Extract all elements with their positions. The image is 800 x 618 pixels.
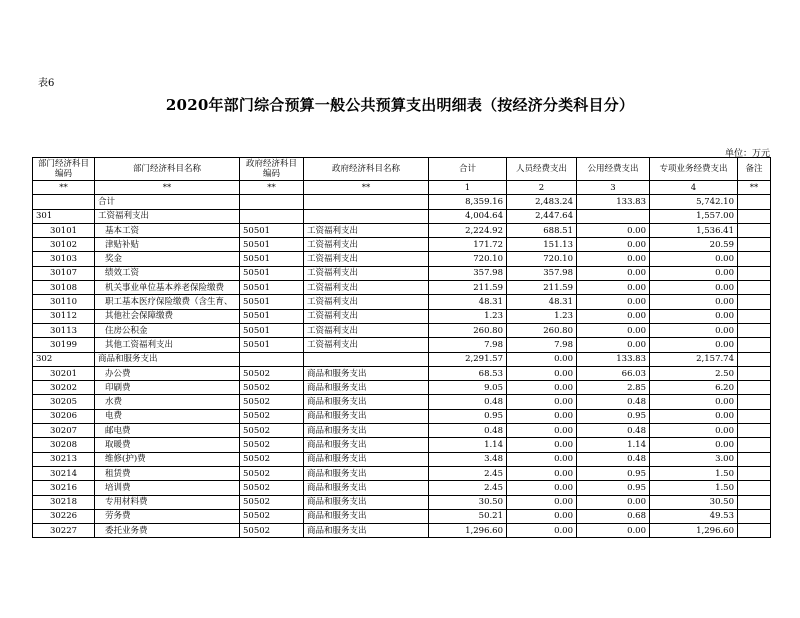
cell-dept-name: 委托业务费 xyxy=(95,524,240,538)
cell-special: 0.00 xyxy=(650,295,738,309)
cell-personnel: 260.80 xyxy=(507,323,577,337)
cell-total: 3.48 xyxy=(429,452,507,466)
cell-special: 1.50 xyxy=(650,466,738,480)
index-row xyxy=(33,181,771,195)
cell-dept-code: 30107 xyxy=(33,266,95,280)
cell-personnel: 151.13 xyxy=(507,238,577,252)
cell-special: 0.00 xyxy=(650,281,738,295)
cell-gov-code: 50502 xyxy=(240,452,304,466)
cell-public: 0.00 xyxy=(577,323,650,337)
cell-gov-code: 50502 xyxy=(240,366,304,380)
cell-total: 48.31 xyxy=(429,295,507,309)
cell-personnel: 0.00 xyxy=(507,424,577,438)
table-row xyxy=(33,495,771,509)
cell-dept-code: 30101 xyxy=(33,223,95,237)
cell-total: 2.45 xyxy=(429,481,507,495)
cell-personnel: 0.00 xyxy=(507,395,577,409)
table-row xyxy=(33,524,771,538)
cell-special: 0.00 xyxy=(650,309,738,323)
cell-dept-name: 邮电费 xyxy=(95,424,240,438)
cell-personnel: 2,447.64 xyxy=(507,209,577,223)
cell-personnel: 0.00 xyxy=(507,381,577,395)
cell-total: 2,291.57 xyxy=(429,352,507,366)
header-remarks: 备注 xyxy=(738,158,771,181)
cell-personnel: 1.23 xyxy=(507,309,577,323)
cell-dept-code: 30108 xyxy=(33,281,95,295)
index-cell: 1 xyxy=(429,181,507,195)
index-cell: ** xyxy=(95,181,240,195)
cell-remarks xyxy=(738,309,771,323)
table-row xyxy=(33,252,771,266)
table-row xyxy=(33,195,771,209)
cell-total: 0.95 xyxy=(429,409,507,423)
cell-dept-name: 培训费 xyxy=(95,481,240,495)
cell-dept-name: 合计 xyxy=(95,195,240,209)
cell-personnel: 0.00 xyxy=(507,452,577,466)
cell-dept-name: 工资福利支出 xyxy=(95,209,240,223)
cell-gov-code: 50502 xyxy=(240,409,304,423)
cell-public: 0.00 xyxy=(577,309,650,323)
cell-special: 0.00 xyxy=(650,409,738,423)
cell-gov-name: 工资福利支出 xyxy=(304,266,429,280)
cell-remarks xyxy=(738,352,771,366)
cell-dept-code: 30207 xyxy=(33,424,95,438)
header-row xyxy=(33,158,771,181)
cell-gov-name: 商品和服务支出 xyxy=(304,366,429,380)
cell-remarks xyxy=(738,323,771,337)
cell-dept-code: 30216 xyxy=(33,481,95,495)
cell-special: 1,536.41 xyxy=(650,223,738,237)
cell-gov-name: 商品和服务支出 xyxy=(304,495,429,509)
cell-total: 4,004.64 xyxy=(429,209,507,223)
cell-dept-code: 30199 xyxy=(33,338,95,352)
cell-remarks xyxy=(738,424,771,438)
budget-table xyxy=(32,157,771,538)
cell-public: 2.85 xyxy=(577,381,650,395)
header-public: 公用经费支出 xyxy=(577,158,650,181)
cell-gov-name xyxy=(304,352,429,366)
cell-gov-code xyxy=(240,195,304,209)
cell-gov-code: 50502 xyxy=(240,466,304,480)
table-row xyxy=(33,281,771,295)
cell-dept-name: 其他社会保障缴费 xyxy=(95,309,240,323)
cell-gov-name: 商品和服务支出 xyxy=(304,466,429,480)
cell-total: 9.05 xyxy=(429,381,507,395)
cell-public: 0.00 xyxy=(577,238,650,252)
cell-personnel: 2,483.24 xyxy=(507,195,577,209)
cell-dept-code: 30202 xyxy=(33,381,95,395)
cell-gov-name: 商品和服务支出 xyxy=(304,424,429,438)
cell-dept-name: 住房公积金 xyxy=(95,323,240,337)
cell-gov-code: 50501 xyxy=(240,238,304,252)
cell-total: 260.80 xyxy=(429,323,507,337)
cell-dept-name: 机关事业单位基本养老保险缴费 xyxy=(95,281,240,295)
cell-total: 0.48 xyxy=(429,424,507,438)
cell-total: 211.59 xyxy=(429,281,507,295)
cell-special: 5,742.10 xyxy=(650,195,738,209)
cell-gov-code xyxy=(240,352,304,366)
cell-remarks xyxy=(738,266,771,280)
cell-public: 0.00 xyxy=(577,495,650,509)
cell-gov-name xyxy=(304,209,429,223)
cell-dept-code: 30201 xyxy=(33,366,95,380)
cell-personnel: 0.00 xyxy=(507,466,577,480)
cell-gov-code: 50502 xyxy=(240,509,304,523)
index-cell: 2 xyxy=(507,181,577,195)
cell-remarks xyxy=(738,295,771,309)
cell-remarks xyxy=(738,223,771,237)
cell-total: 2.45 xyxy=(429,466,507,480)
cell-total: 68.53 xyxy=(429,366,507,380)
cell-public xyxy=(577,209,650,223)
cell-dept-name: 商品和服务支出 xyxy=(95,352,240,366)
cell-total: 1.23 xyxy=(429,309,507,323)
cell-gov-name: 工资福利支出 xyxy=(304,252,429,266)
cell-dept-name: 取暖费 xyxy=(95,438,240,452)
cell-public: 0.00 xyxy=(577,281,650,295)
cell-special: 0.00 xyxy=(650,438,738,452)
cell-dept-code: 30112 xyxy=(33,309,95,323)
cell-remarks xyxy=(738,481,771,495)
cell-dept-name: 专用材料费 xyxy=(95,495,240,509)
table-row xyxy=(33,352,771,366)
cell-total: 357.98 xyxy=(429,266,507,280)
cell-total: 7.98 xyxy=(429,338,507,352)
table-row xyxy=(33,509,771,523)
cell-remarks xyxy=(738,209,771,223)
cell-gov-name: 工资福利支出 xyxy=(304,323,429,337)
cell-gov-name: 商品和服务支出 xyxy=(304,438,429,452)
cell-dept-code: 30110 xyxy=(33,295,95,309)
cell-public: 0.00 xyxy=(577,266,650,280)
unit-label: 单位：万元 xyxy=(724,149,770,159)
cell-dept-code: 30214 xyxy=(33,466,95,480)
cell-personnel: 0.00 xyxy=(507,524,577,538)
table-row xyxy=(33,238,771,252)
cell-public: 0.48 xyxy=(577,452,650,466)
cell-personnel: 688.51 xyxy=(507,223,577,237)
table-row xyxy=(33,438,771,452)
sheet-label: 表6 xyxy=(38,78,55,89)
cell-dept-code: 30205 xyxy=(33,395,95,409)
cell-remarks xyxy=(738,381,771,395)
cell-dept-name: 办公费 xyxy=(95,366,240,380)
cell-dept-name: 租赁费 xyxy=(95,466,240,480)
cell-total: 2,224.92 xyxy=(429,223,507,237)
index-cell: ** xyxy=(304,181,429,195)
cell-remarks xyxy=(738,195,771,209)
cell-gov-name: 商品和服务支出 xyxy=(304,524,429,538)
cell-gov-code: 50502 xyxy=(240,424,304,438)
cell-remarks xyxy=(738,281,771,295)
cell-special: 0.00 xyxy=(650,266,738,280)
cell-special: 0.00 xyxy=(650,338,738,352)
cell-special: 0.00 xyxy=(650,395,738,409)
cell-dept-name: 水费 xyxy=(95,395,240,409)
cell-gov-name: 工资福利支出 xyxy=(304,309,429,323)
cell-remarks xyxy=(738,238,771,252)
cell-dept-code: 30213 xyxy=(33,452,95,466)
table-body xyxy=(33,195,771,538)
cell-public: 1.14 xyxy=(577,438,650,452)
cell-gov-code xyxy=(240,209,304,223)
index-cell: ** xyxy=(240,181,304,195)
cell-dept-name: 职工基本医疗保险缴费（含生育、 xyxy=(95,295,240,309)
cell-dept-code: 30226 xyxy=(33,509,95,523)
cell-personnel: 7.98 xyxy=(507,338,577,352)
table-row xyxy=(33,424,771,438)
cell-gov-code: 50501 xyxy=(240,338,304,352)
cell-total: 30.50 xyxy=(429,495,507,509)
cell-special: 30.50 xyxy=(650,495,738,509)
cell-remarks xyxy=(738,338,771,352)
cell-special: 1.50 xyxy=(650,481,738,495)
cell-gov-code: 50501 xyxy=(240,309,304,323)
cell-total: 171.72 xyxy=(429,238,507,252)
cell-remarks xyxy=(738,509,771,523)
cell-special: 6.20 xyxy=(650,381,738,395)
cell-dept-code: 30113 xyxy=(33,323,95,337)
cell-special: 2,157.74 xyxy=(650,352,738,366)
cell-dept-name: 印刷费 xyxy=(95,381,240,395)
cell-gov-code: 50502 xyxy=(240,524,304,538)
cell-special: 1,296.60 xyxy=(650,524,738,538)
cell-special: 3.00 xyxy=(650,452,738,466)
page-title: 2020年部门综合预算一般公共预算支出明细表（按经济分类科目分） xyxy=(165,96,635,114)
cell-total: 50.21 xyxy=(429,509,507,523)
cell-special: 20.59 xyxy=(650,238,738,252)
cell-public: 0.00 xyxy=(577,223,650,237)
header-dept-code: 部门经济科目编码 xyxy=(33,158,95,181)
cell-public: 0.48 xyxy=(577,395,650,409)
cell-public: 0.95 xyxy=(577,466,650,480)
table-row xyxy=(33,409,771,423)
cell-gov-name: 商品和服务支出 xyxy=(304,381,429,395)
cell-public: 0.00 xyxy=(577,338,650,352)
cell-public: 0.00 xyxy=(577,295,650,309)
cell-dept-name: 劳务费 xyxy=(95,509,240,523)
cell-personnel: 0.00 xyxy=(507,438,577,452)
cell-dept-code: 301 xyxy=(33,209,95,223)
cell-public: 0.48 xyxy=(577,424,650,438)
cell-public: 133.83 xyxy=(577,195,650,209)
cell-gov-code: 50501 xyxy=(240,281,304,295)
header-special: 专项业务经费支出 xyxy=(650,158,738,181)
cell-public: 0.00 xyxy=(577,252,650,266)
table-row xyxy=(33,266,771,280)
cell-public: 66.03 xyxy=(577,366,650,380)
cell-gov-code: 50502 xyxy=(240,395,304,409)
cell-public: 0.95 xyxy=(577,409,650,423)
cell-gov-code: 50501 xyxy=(240,252,304,266)
cell-total: 0.48 xyxy=(429,395,507,409)
cell-gov-name: 工资福利支出 xyxy=(304,238,429,252)
cell-gov-name: 工资福利支出 xyxy=(304,281,429,295)
cell-gov-code: 50502 xyxy=(240,481,304,495)
header-gov-code: 政府经济科目编码 xyxy=(240,158,304,181)
cell-dept-code: 30206 xyxy=(33,409,95,423)
cell-dept-name: 基本工资 xyxy=(95,223,240,237)
cell-total: 8,359.16 xyxy=(429,195,507,209)
table-row xyxy=(33,466,771,480)
index-cell: ** xyxy=(33,181,95,195)
index-cell: 4 xyxy=(650,181,738,195)
cell-gov-name: 商品和服务支出 xyxy=(304,509,429,523)
table-row xyxy=(33,223,771,237)
cell-gov-code: 50501 xyxy=(240,266,304,280)
table-row xyxy=(33,395,771,409)
cell-gov-name xyxy=(304,195,429,209)
cell-remarks xyxy=(738,252,771,266)
cell-personnel: 48.31 xyxy=(507,295,577,309)
cell-public: 133.83 xyxy=(577,352,650,366)
cell-remarks xyxy=(738,438,771,452)
table-row xyxy=(33,452,771,466)
cell-total: 1,296.60 xyxy=(429,524,507,538)
cell-dept-code: 30227 xyxy=(33,524,95,538)
cell-gov-code: 50502 xyxy=(240,495,304,509)
cell-personnel: 0.00 xyxy=(507,366,577,380)
table-row xyxy=(33,481,771,495)
cell-gov-code: 50502 xyxy=(240,381,304,395)
cell-dept-code xyxy=(33,195,95,209)
table-row xyxy=(33,295,771,309)
header-personnel: 人员经费支出 xyxy=(507,158,577,181)
cell-dept-code: 30218 xyxy=(33,495,95,509)
cell-dept-code: 302 xyxy=(33,352,95,366)
cell-remarks xyxy=(738,495,771,509)
cell-dept-name: 其他工资福利支出 xyxy=(95,338,240,352)
cell-gov-name: 商品和服务支出 xyxy=(304,452,429,466)
table-row xyxy=(33,209,771,223)
cell-personnel: 0.00 xyxy=(507,352,577,366)
cell-remarks xyxy=(738,366,771,380)
cell-remarks xyxy=(738,452,771,466)
cell-personnel: 357.98 xyxy=(507,266,577,280)
table-row xyxy=(33,309,771,323)
cell-gov-code: 50501 xyxy=(240,323,304,337)
cell-total: 1.14 xyxy=(429,438,507,452)
cell-gov-code: 50501 xyxy=(240,295,304,309)
table-row xyxy=(33,338,771,352)
cell-special: 2.50 xyxy=(650,366,738,380)
cell-personnel: 720.10 xyxy=(507,252,577,266)
cell-special: 0.00 xyxy=(650,252,738,266)
cell-remarks xyxy=(738,409,771,423)
cell-dept-name: 津贴补贴 xyxy=(95,238,240,252)
table-row xyxy=(33,323,771,337)
cell-special: 1,557.00 xyxy=(650,209,738,223)
cell-personnel: 0.00 xyxy=(507,409,577,423)
cell-gov-name: 商品和服务支出 xyxy=(304,409,429,423)
index-cell: ** xyxy=(738,181,771,195)
cell-dept-code: 30208 xyxy=(33,438,95,452)
cell-special: 0.00 xyxy=(650,323,738,337)
cell-dept-name: 奖金 xyxy=(95,252,240,266)
cell-gov-name: 工资福利支出 xyxy=(304,338,429,352)
header-dept-name: 部门经济科目名称 xyxy=(95,158,240,181)
cell-personnel: 0.00 xyxy=(507,495,577,509)
cell-public: 0.00 xyxy=(577,524,650,538)
table-row xyxy=(33,366,771,380)
cell-dept-name: 电费 xyxy=(95,409,240,423)
cell-public: 0.68 xyxy=(577,509,650,523)
cell-remarks xyxy=(738,395,771,409)
header-total: 合计 xyxy=(429,158,507,181)
cell-gov-name: 商品和服务支出 xyxy=(304,481,429,495)
cell-public: 0.95 xyxy=(577,481,650,495)
cell-personnel: 0.00 xyxy=(507,509,577,523)
cell-dept-name: 绩效工资 xyxy=(95,266,240,280)
cell-gov-name: 工资福利支出 xyxy=(304,295,429,309)
cell-special: 0.00 xyxy=(650,424,738,438)
cell-dept-code: 30103 xyxy=(33,252,95,266)
cell-personnel: 0.00 xyxy=(507,481,577,495)
cell-dept-code: 30102 xyxy=(33,238,95,252)
cell-gov-name: 工资福利支出 xyxy=(304,223,429,237)
table-row xyxy=(33,381,771,395)
index-cell: 3 xyxy=(577,181,650,195)
cell-remarks xyxy=(738,524,771,538)
cell-dept-name: 维修(护)费 xyxy=(95,452,240,466)
cell-personnel: 211.59 xyxy=(507,281,577,295)
cell-gov-code: 50502 xyxy=(240,438,304,452)
cell-special: 49.53 xyxy=(650,509,738,523)
header-gov-name: 政府经济科目名称 xyxy=(304,158,429,181)
cell-gov-name: 商品和服务支出 xyxy=(304,395,429,409)
cell-gov-code: 50501 xyxy=(240,223,304,237)
cell-remarks xyxy=(738,466,771,480)
cell-total: 720.10 xyxy=(429,252,507,266)
